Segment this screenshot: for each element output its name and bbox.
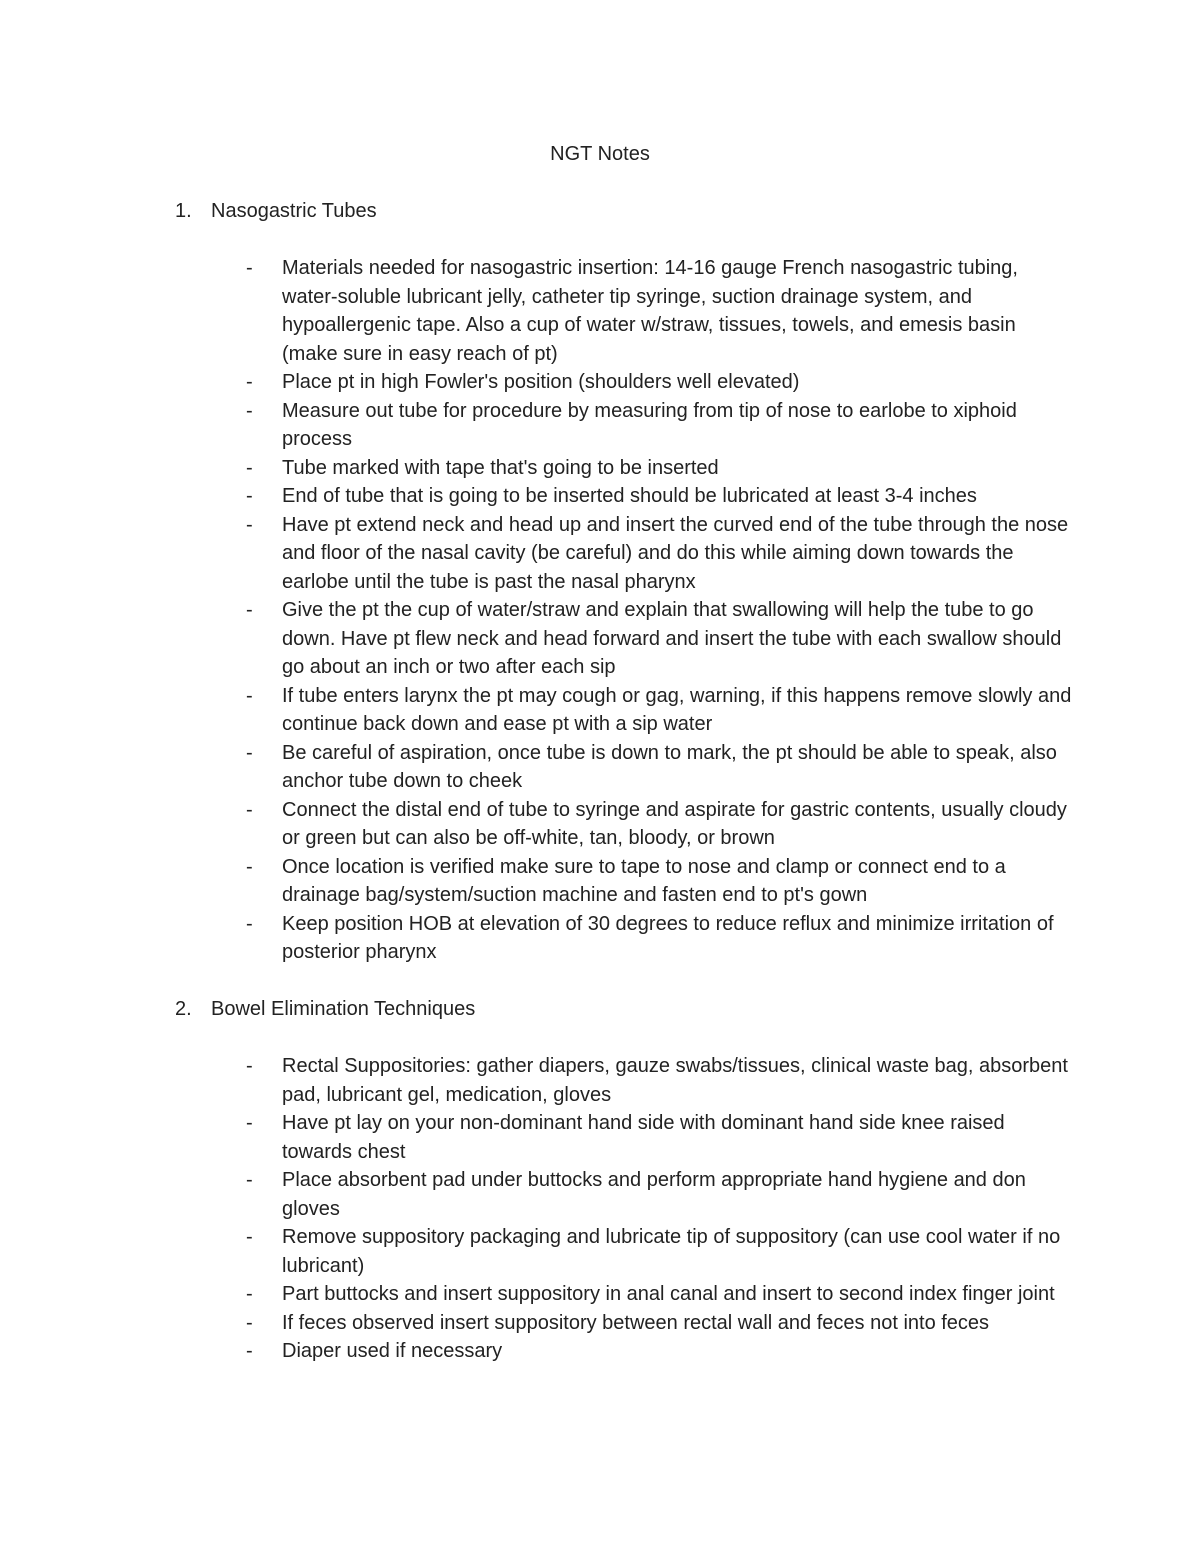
list-item-text: Remove suppository packaging and lubricate tip of suppository (can use cool water if no lubricant): [282, 1226, 1061, 1277]
list-item: [0, 1309, 1072, 1338]
list-item: [0, 1337, 1072, 1366]
bullet-dash: -: [246, 257, 253, 279]
bullet-dash: -: [246, 912, 253, 935]
bullet-dash: -: [246, 1112, 253, 1134]
list-item: [0, 739, 1072, 796]
list-item-text: Give the pt the cup of water/straw and explain that swallowing will help the tube to go down. Have pt flew neck and head forward and insert the tube with each swallow should go about an inch or two after each sip: [282, 599, 1062, 678]
list-item-text: If tube enters larynx the pt may cough or gag, warning, if this happens remove slowly and continue back down and ease pt with a sip water: [282, 684, 1072, 735]
list-item: [0, 1223, 1072, 1280]
list-item: [0, 1280, 1072, 1309]
bullet-dash: -: [246, 1226, 253, 1248]
list-item-text: Diaper used if necessary: [282, 1340, 503, 1362]
bullet-list: [0, 1052, 1200, 1366]
bullet-dash: -: [246, 1169, 253, 1191]
bullet-dash: -: [246, 456, 253, 479]
list-item: [0, 511, 1072, 597]
list-item: [0, 1052, 1072, 1109]
list-item-text: Have pt extend neck and head up and insert the curved end of the tube through the nose and floor of the nasal cavity (be careful) and do this while aiming down towards the earlobe until the tube is past the nasal pharynx: [282, 513, 1069, 593]
list-item: [0, 254, 1072, 368]
list-item: [0, 454, 1072, 483]
list-item-text: If feces observed insert suppository between rectal wall and feces not into feces: [282, 1311, 990, 1334]
bullet-dash: -: [246, 741, 253, 764]
section-bowel-elimination: [0, 995, 1200, 1366]
list-item-text: Tube marked with tape that's going to be inserted: [282, 456, 719, 479]
bullet-dash: -: [246, 855, 253, 878]
list-item: [0, 853, 1072, 910]
document-title: NGT Notes: [550, 143, 650, 165]
bullet-dash: -: [246, 798, 253, 821]
section-heading: [0, 197, 1200, 225]
section-number: 2.: [175, 998, 192, 1020]
list-item: [0, 397, 1072, 454]
section-heading: [0, 995, 1200, 1023]
bullet-dash: -: [246, 513, 253, 536]
list-item-text: Materials needed for nasogastric insertion: 14-16 gauge French nasogastric tubing, water-soluble lubricant jelly, catheter tip syringe, suction drainage system, and hypoallergenic tape. Also a cup of water w/straw, tissues, towels, and emesis basin (make sure in easy reach of pt): [282, 257, 1018, 365]
bullet-list: [0, 254, 1200, 967]
list-item-text: Once location is verified make sure to tape to nose and clamp or connect end to a drainage bag/system/suction machine and fasten end to pt's gown: [282, 855, 1006, 906]
list-item-text: Place absorbent pad under buttocks and perform appropriate hand hygiene and don gloves: [282, 1169, 1026, 1220]
list-item-text: Rectal Suppositories: gather diapers, gauze swabs/tissues, clinical waste bag, absorbent pad, lubricant gel, medication, gloves: [282, 1055, 1068, 1106]
list-item: [0, 1109, 1072, 1166]
list-item: [0, 1166, 1072, 1223]
list-item-text: Part buttocks and insert suppository in anal canal and insert to second index finger joint: [282, 1283, 1055, 1305]
bullet-dash: -: [246, 371, 253, 393]
bullet-dash: -: [246, 1055, 253, 1077]
section-title: Bowel Elimination Techniques: [211, 998, 476, 1020]
section-number: 1.: [175, 200, 192, 222]
section-title: Nasogastric Tubes: [211, 200, 377, 222]
list-item: [0, 482, 1072, 511]
list-item-text: Keep position HOB at elevation of 30 degrees to reduce reflux and minimize irritation of posterior pharynx: [282, 912, 1054, 963]
list-item-text: Place pt in high Fowler's position (shoulders well elevated): [282, 371, 800, 393]
bullet-dash: -: [246, 684, 253, 707]
list-item-text: Connect the distal end of tube to syringe and aspirate for gastric contents, usually cloudy or green but can also be off-white, tan, bloody, or brown: [282, 798, 1067, 849]
list-item: [0, 368, 1072, 397]
bullet-dash: -: [246, 1340, 253, 1362]
list-item-text: Be careful of aspiration, once tube is down to mark, the pt should be able to speak, also anchor tube down to cheek: [282, 741, 1057, 792]
list-item-text: End of tube that is going to be inserted should be lubricated at least 3-4 inches: [282, 485, 977, 507]
list-item: [0, 682, 1072, 739]
bullet-dash: -: [246, 1283, 253, 1305]
list-item: [0, 910, 1072, 967]
bullet-dash: -: [246, 399, 253, 422]
list-item-text: Have pt lay on your non-dominant hand side with dominant hand side knee raised towards chest: [282, 1112, 1005, 1163]
bullet-dash: -: [246, 599, 253, 621]
list-item-text: Measure out tube for procedure by measuring from tip of nose to earlobe to xiphoid process: [282, 399, 1017, 450]
section-nasogastric-tubes: [0, 197, 1200, 967]
bullet-dash: -: [246, 1311, 253, 1334]
list-item: [0, 796, 1072, 853]
bullet-dash: -: [246, 485, 253, 507]
list-item: [0, 596, 1072, 682]
